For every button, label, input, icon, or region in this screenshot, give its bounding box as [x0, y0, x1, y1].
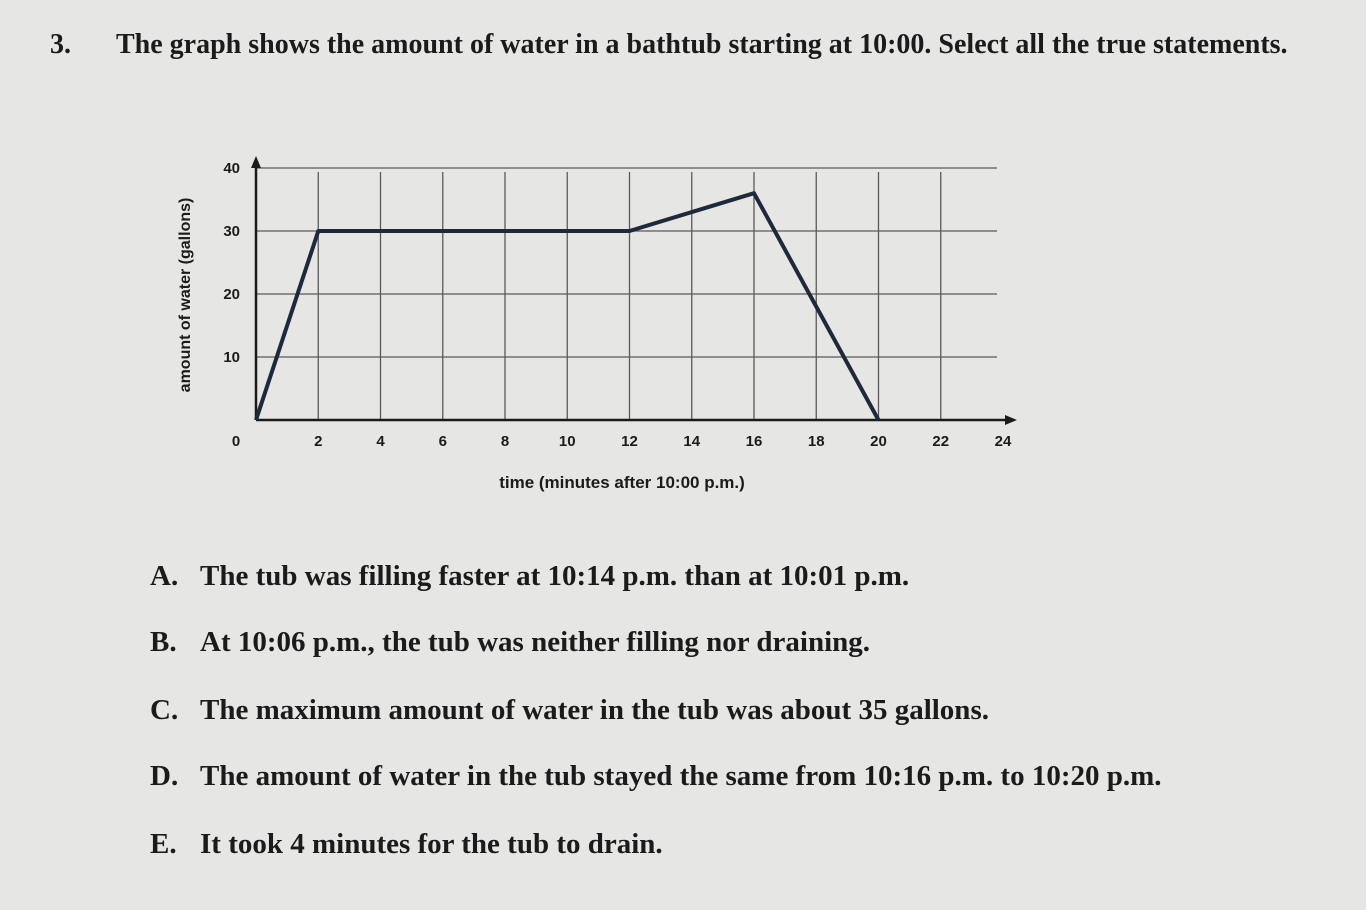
x-tick-label: 18 — [807, 433, 825, 450]
question-text: The graph shows the amount of water in a bathtub starting at 10:00. Select all the true statements. — [116, 29, 1288, 60]
y-axis-arrow — [251, 156, 261, 168]
option-letter: D. — [150, 760, 179, 792]
x-tick-label: 0 — [231, 433, 241, 450]
x-tick-label: 4 — [376, 433, 385, 450]
option-letter: C. — [150, 694, 179, 726]
x-tick-label: 20 — [870, 433, 887, 450]
x-tick-label: 16 — [745, 433, 763, 450]
option-a[interactable] — [150, 560, 909, 593]
option-e[interactable] — [150, 828, 663, 861]
option-letter: B. — [150, 626, 177, 658]
x-tick-label: 2 — [314, 433, 323, 450]
x-tick-label: 12 — [621, 433, 638, 450]
x-axis-arrow — [1005, 415, 1017, 425]
y-tick-label: 40 — [223, 160, 240, 177]
x-tick-label: 10 — [558, 433, 576, 450]
option-text: The maximum amount of water in the tub was about 35 gallons. — [200, 694, 989, 726]
y-tick-label: 10 — [223, 349, 240, 366]
x-tick-label: 22 — [932, 433, 950, 450]
option-text: The amount of water in the tub stayed the same from 10:16 p.m. to 10:20 p.m. — [200, 760, 1162, 792]
x-tick-label: 24 — [994, 433, 1012, 450]
option-letter: A. — [150, 560, 179, 592]
x-axis-label: time (minutes after 10:00 p.m.) — [499, 473, 745, 492]
x-tick-label: 14 — [683, 433, 701, 450]
y-tick-label: 30 — [223, 223, 240, 240]
water-graph — [160, 150, 1040, 510]
x-tick-label: 8 — [500, 433, 510, 450]
option-text: It took 4 minutes for the tub to drain. — [200, 828, 663, 860]
option-b[interactable] — [150, 626, 870, 659]
option-d[interactable] — [150, 760, 1162, 793]
y-axis-label: amount of water (gallons) — [177, 197, 194, 393]
option-letter: E. — [150, 828, 177, 860]
y-tick-label: 20 — [223, 286, 240, 303]
x-tick-label: 6 — [438, 433, 447, 450]
question-number: 3. — [50, 29, 71, 60]
option-text: At 10:06 p.m., the tub was neither filling nor draining. — [200, 626, 871, 658]
option-text: The tub was filling faster at 10:14 p.m. than at 10:01 p.m. — [200, 560, 910, 592]
option-c[interactable] — [150, 694, 989, 727]
